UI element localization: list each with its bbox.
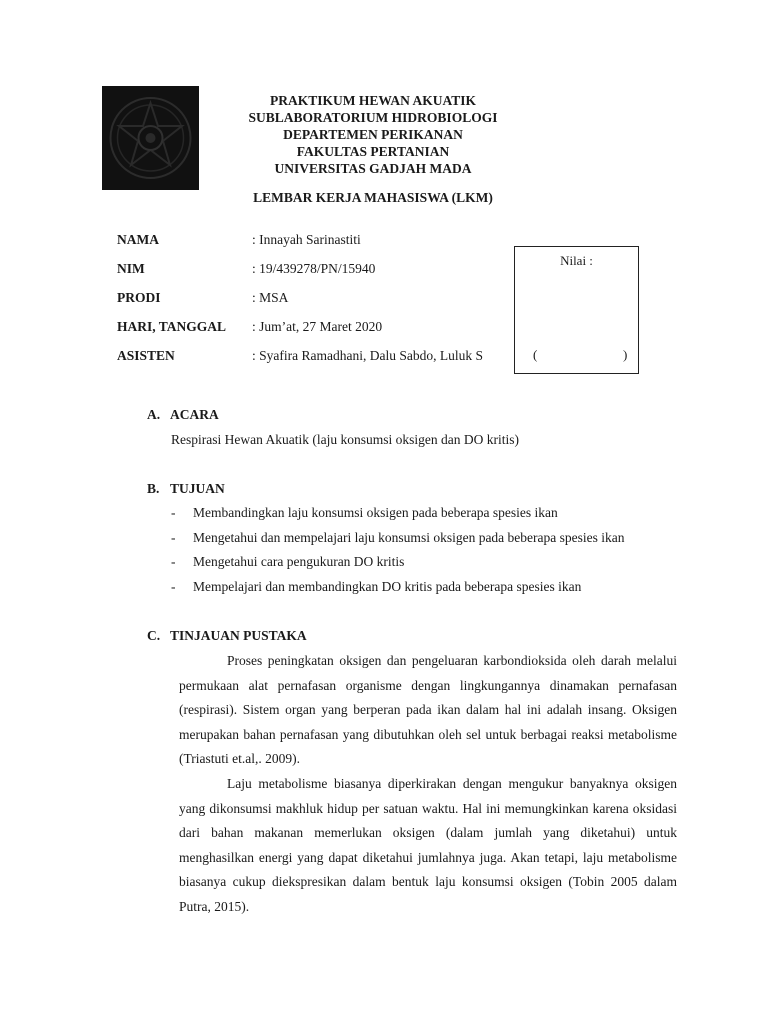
section-acara-heading — [147, 407, 219, 423]
grade-paren-open: ( — [533, 347, 538, 362]
section-title: ACARA — [170, 407, 219, 422]
document-header — [232, 92, 514, 177]
list-dash: - — [171, 530, 176, 545]
university-logo — [102, 86, 199, 190]
list-item-text: Membandingkan laju konsumsi oksigen pada beberapa spesies ikan — [193, 505, 558, 520]
list-item-text: Mempelajari dan membandingkan DO kritis pada beberapa spesies ikan — [193, 579, 582, 594]
header-line-fakultas: FAKULTAS PERTANIAN — [296, 144, 450, 159]
header-line-praktikum: PRAKTIKUM HEWAN AKUATIK — [269, 93, 476, 108]
grade-paren-close: ) — [623, 347, 628, 362]
section-letter: B. — [147, 481, 160, 496]
seal-emblem-icon — [102, 86, 199, 190]
info-value: : MSA — [252, 290, 289, 305]
info-value: : Innayah Sarinastiti — [252, 232, 361, 247]
section-tujuan-heading — [147, 481, 225, 497]
section-letter: A. — [147, 407, 161, 422]
list-dash: - — [171, 554, 176, 569]
info-value: : Jum’at, 27 Maret 2020 — [252, 319, 383, 334]
section-title: TINJAUAN PUSTAKA — [170, 628, 307, 643]
info-label: NIM — [117, 261, 145, 276]
info-label: HARI, TANGGAL — [117, 319, 227, 334]
acara-text: Respirasi Hewan Akuatik (laju konsumsi oksigen dan DO kritis) — [171, 432, 519, 447]
paragraph: Laju metabolisme biasanya diperkirakan dengan mengukur banyaknya oksigen yang dikonsumsi makhluk hidup per satuan waktu. Hal ini memungkinkan karena oksidasi dari bahan makanan memerlukan oksigen (dalam jumlah yang diketahui) untuk menghasilkan energi yang dapat diketahui jumlahnya juga. Akan tetapi, laju metabolisme biasanya cukup diekspresikan dalam bentuk laju konsumsi oksigen (Tobin 2005 dalam Putra, 2015). — [179, 776, 677, 914]
section-tinjauan-heading — [147, 628, 307, 644]
grade-box — [514, 246, 639, 374]
info-label: ASISTEN — [117, 348, 175, 363]
section-title: TUJUAN — [170, 481, 225, 496]
section-letter: C. — [147, 628, 161, 643]
list-item-text: Mengetahui dan mempelajari laju konsumsi oksigen pada beberapa spesies ikan — [193, 530, 625, 545]
paragraph: Proses peningkatan oksigen dan pengeluaran karbondioksida oleh darah melalui permukaan alat pernafasan organisme dengan lingkungannya dinamakan pernafasan (respirasi). Sistem organ yang berperan pada ikan dalam hal ini adalah insang. Oksigen merupakan bahan pernafasan yang dibutuhkan oleh sel untuk berbagai reaksi metabolisme (Triastuti et.al,. 2009). — [179, 653, 677, 766]
info-value: : 19/439278/PN/15940 — [252, 261, 376, 276]
info-label: PRODI — [117, 290, 161, 305]
document-title: LEMBAR KERJA MAHASISWA (LKM) — [253, 190, 493, 205]
list-dash: - — [171, 505, 176, 520]
info-label: NAMA — [117, 232, 159, 247]
grade-label: Nilai : — [560, 253, 593, 268]
list-dash: - — [171, 579, 176, 594]
list-item-text: Mengetahui cara pengukuran DO kritis — [193, 554, 405, 569]
header-line-universitas: UNIVERSITAS GADJAH MADA — [274, 161, 472, 176]
header-line-departemen: DEPARTEMEN PERIKANAN — [283, 127, 463, 142]
header-line-sublab: SUBLABORATORIUM HIDROBIOLOGI — [248, 110, 498, 125]
info-value: : Syafira Ramadhani, Dalu Sabdo, Luluk S — [252, 348, 483, 363]
